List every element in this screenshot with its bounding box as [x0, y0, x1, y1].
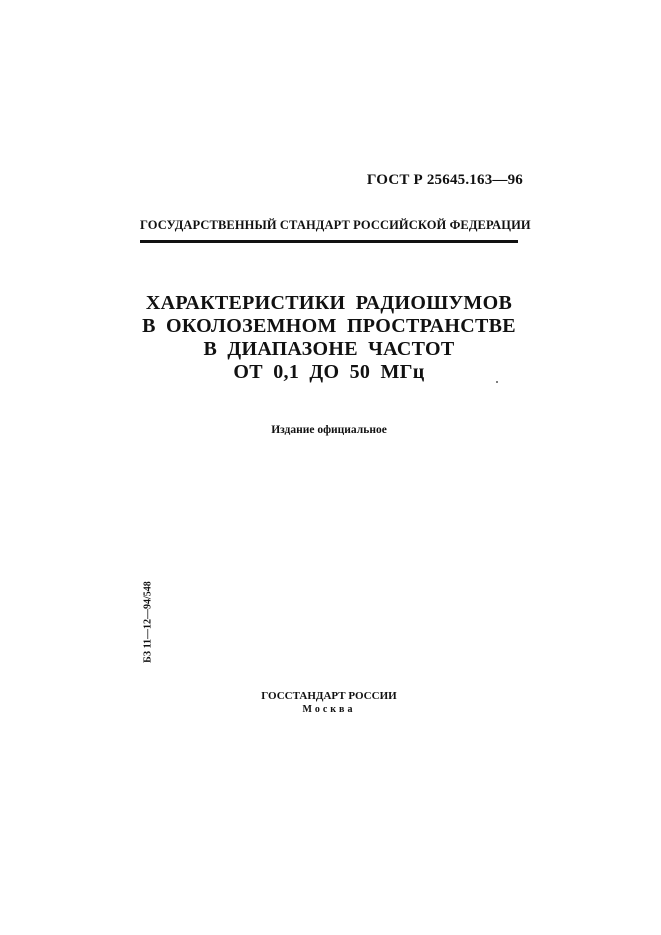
print-speck [496, 381, 498, 383]
title-line-3: В ДИАПАЗОНЕ ЧАСТОТ [203, 338, 455, 360]
document-title [100, 292, 558, 384]
title-line-1: ХАРАКТЕРИСТИКИ РАДИОШУМОВ [145, 292, 513, 314]
edition-note: Издание официальное [271, 424, 387, 436]
header-divider [140, 240, 518, 243]
publication-city: Москва [302, 704, 356, 715]
standard-code: ГОСТ Р 25645.163—96 [366, 172, 523, 188]
title-line-4: ОТ 0,1 ДО 50 МГц [233, 361, 425, 383]
title-line-2: В ОКОЛОЗЕМНОМ ПРОСТРАНСТВЕ [142, 315, 516, 337]
side-registration-code: БЗ 11—12—94/548 [142, 581, 154, 663]
publisher-name: ГОССТАНДАРТ РОССИИ [261, 690, 397, 702]
organization-header: ГОСУДАРСТВЕННЫЙ СТАНДАРТ РОССИЙСКОЙ ФЕДЕРАЦИИ [140, 218, 531, 232]
